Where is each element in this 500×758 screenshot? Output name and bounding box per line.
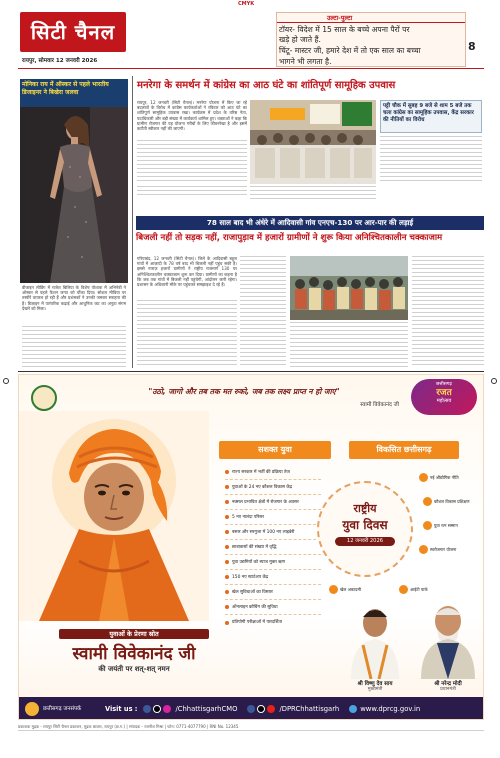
footer-handle-1[interactable]: /ChhattisgarhCMO — [175, 705, 238, 713]
point-item: 150 नए स्टार्टअप केंद्र — [225, 570, 321, 585]
imprint-lines — [18, 730, 484, 734]
ticker-line-2: खड़े हो जाते हैं. — [279, 35, 321, 44]
yuva-diwas-title-2: युवा दिवस — [342, 518, 388, 532]
pillar-icon — [329, 585, 338, 594]
cm-photo — [341, 601, 409, 679]
pm-title: प्रधानमंत्री — [440, 687, 456, 692]
inspiration-text: युवाओं के प्रेरणा स्रोत — [59, 629, 209, 639]
point-item: 5 नए नालंदा परिसर — [225, 510, 321, 525]
registration-mark-icon — [3, 378, 9, 384]
orbit-point: खेल अकादमी — [329, 585, 379, 594]
ticker-box — [276, 12, 466, 67]
imprint: प्रकाशक मुद्रक - रायपुर सिटी चैनल प्रकाशन, मुद्रक बाजार, रायपुर (छ.ग.) | संपादक - रजनीश मिश्रा | फोन: 0771-4077790 | RNI No. 12345 — [18, 724, 239, 729]
bullet-icon — [225, 575, 229, 579]
point-item: ऑनलाइन कोचिंग की सुविधा — [225, 600, 321, 615]
bullet-icon — [225, 621, 229, 625]
pm-photo — [413, 597, 483, 679]
bullet-icon — [225, 515, 229, 519]
chakkajam-photo — [290, 256, 408, 320]
viksit-cg-box — [349, 441, 459, 459]
lead-body-lines — [137, 140, 247, 184]
divider — [18, 371, 484, 372]
banner-text: 78 साल बाद भी अंधेरे में आदिवासी गांव एनएच-130 पर आर-पार की लड़ाई — [206, 218, 414, 227]
pillar-icon — [419, 473, 428, 482]
rajat-mahotsav-badge — [411, 379, 477, 415]
bullet-icon — [225, 500, 229, 504]
bullet-icon — [225, 560, 229, 564]
vivekananda-ad — [18, 374, 484, 720]
article2-col4-lines — [412, 256, 484, 368]
orbit-point: आईटी पार्क — [399, 585, 459, 594]
lead-body: रायपुर, 12 जनवरी (सिटी चैनल)। मनरेगा योजना में किए जा रहे बदलावों के विरोध में कांग्रेस कार्यकर्ताओं ने रविवार को आठ घंटे का शांतिपूर्ण सामूहिक उपवास रखा। कार्यक्रम में प्रदेश के वरिष्ठ नेता, पदाधिकारी और बड़ी संख्या में कार्यकर्ता शामिल हुए। वक्ताओं ने कहा कि ग्रामीण रोजगार की यह योजना गरीबों के लिए जीवनरेखा है और इसमें कटौती स्वीकार नहीं की जाएगी। — [137, 100, 247, 132]
youtube-icon[interactable] — [267, 705, 275, 713]
point-item: प्रतियोगी परीक्षाओं में पारदर्शिता — [225, 615, 321, 630]
photo-text-lines — [22, 326, 126, 368]
footer-handle-2[interactable]: /DPRChhattisgarh — [279, 705, 340, 713]
ticker-line-1: टॉयर- विदेश में 15 साल के बच्चे अपना पैरों पर — [279, 25, 410, 34]
cm-title: मुख्यमंत्री — [367, 687, 383, 692]
pillar-icon — [423, 497, 432, 506]
viksit-cg-label: विकसित छत्तीसगढ़ — [376, 445, 432, 454]
ad-quote-author: स्वामी विवेकानंद जी — [360, 402, 399, 408]
masthead-box — [20, 12, 126, 52]
points-list-left — [225, 465, 321, 630]
pillar-icon — [419, 545, 428, 554]
pillar-icon — [399, 585, 408, 594]
point-item: युवा उद्यमियों को ब्याज मुक्त ऋण — [225, 555, 321, 570]
instagram-icon[interactable] — [163, 705, 171, 713]
pillar-icon — [423, 521, 432, 530]
divider — [18, 68, 484, 69]
facebook-icon[interactable] — [247, 705, 255, 713]
registration-mark-icon — [491, 378, 497, 384]
globe-icon — [349, 705, 357, 713]
point-item: युवाओं के 24 नए कौशल विकास केंद्र — [225, 480, 321, 495]
article2-body: गरियाबंद, 12 जनवरी (सिटी चैनल)। जिले के आदिवासी बहुल गांवों में आज़ादी के 78 वर्ष बाद भी बिजली नहीं पहुंच सकी है। इससे नाराज़ हजारों ग्रामीणों ने राष्ट्रीय राजमार्ग 130 पर अनिश्चितकालीन चक्काजाम शुरू कर दिया। ग्रामीणों का कहना है कि जब तक गांवों में बिजली नहीं पहुंचेगी, आंदोलन जारी रहेगा। प्रशासन के अधिकारी मौके पर पहुंचकर समझाइश दे रहे हैं। — [137, 256, 237, 288]
article2-col2-lines — [240, 256, 286, 368]
footer-gov: छत्तीसगढ़ जनसंपर्क — [43, 706, 82, 712]
bullet-icon — [225, 545, 229, 549]
article2-headline: बिजली नहीं तो सड़क नहीं, राजापुड़ाव में हजारों ग्रामीणों ने शुरू किया अनिश्चितकालीन चक्काजाम — [136, 233, 443, 243]
cmyk-mark: CMYK — [238, 1, 255, 7]
protest-photo — [250, 100, 376, 184]
ad-quote: "उठो, जागो और तब तक मत रुको, जब तक लक्ष्य प्राप्त न हो जाए" — [148, 387, 340, 396]
orbit-point: स्वरोजगार योजना — [419, 545, 479, 554]
badge-line-2: रजत — [436, 388, 452, 398]
lead-sidebar-headline: पट्टी चौक में सुबह 9 बजे से शाम 5 बजे तक चला कांग्रेस का सामूहिक उपवास, केंद्र सरकार की नीतियों का विरोध — [383, 103, 474, 123]
point-item: राज्य सरकार में भर्ती की प्रक्रिया तेज — [225, 465, 321, 480]
cg-jansampark-logo-icon — [25, 702, 39, 716]
badge-line-1: छत्तीसगढ़ — [436, 382, 452, 387]
facebook-icon[interactable] — [143, 705, 151, 713]
yuva-diwas-date: 12 जनवरी 2026 — [335, 537, 395, 546]
jayanti-text: की जयंती पर शत्-शत् नमन — [98, 665, 170, 673]
ad-footer — [19, 697, 484, 720]
masthead-title: सिटी चैनल — [30, 20, 116, 44]
sashakt-yuva-label: सशक्त युवा — [258, 445, 292, 454]
x-icon[interactable] — [257, 705, 265, 713]
article2-photo-caption-lines — [290, 322, 408, 368]
cg-emblem-icon — [31, 385, 57, 411]
cm-name: श्री विष्णु देव साय — [357, 681, 393, 687]
ticker-line-3: चिंटू- मास्टर जी, हमारे देश में तो एक साल का बच्चा — [279, 46, 421, 55]
point-item: छात्रावासों की संख्या में वृद्धि — [225, 540, 321, 555]
point-item: बस्तर और सरगुजा में 100 नए लाइब्रेरी — [225, 525, 321, 540]
bullet-icon — [225, 530, 229, 534]
lead-more-lines — [137, 186, 247, 198]
orbit-point: युवा रत्न सम्मान — [423, 521, 479, 530]
ticker-label: उल्टा-पुल्टा — [327, 14, 353, 22]
news-banner — [136, 216, 484, 230]
badge-line-3: महोत्सव — [436, 398, 452, 404]
divider — [132, 76, 133, 368]
bullet-icon — [225, 605, 229, 609]
x-icon[interactable] — [153, 705, 161, 713]
bullet-icon — [225, 590, 229, 594]
orbit-point: नई औद्योगिक नीति — [419, 473, 479, 482]
lead-caption-lines — [250, 186, 376, 200]
lead-sidebar-box — [380, 100, 482, 133]
actress-photo — [20, 107, 128, 283]
bullet-icon — [225, 485, 229, 489]
footer-website[interactable]: www.dprcg.gov.in — [360, 705, 421, 713]
bullet-icon — [225, 470, 229, 474]
vivekananda-name: स्वामी विवेकानंद जी — [72, 644, 196, 664]
photo-caption: मोनिका राय में ऑस्कर से पहले भारतीय डिजाइनर ने बिखेरा जलवा — [22, 81, 109, 96]
masthead-dateline: रायपुर, सोमवार 12 जनवरी 2026 — [22, 58, 98, 64]
yuva-diwas-title-1: राष्ट्रीय — [353, 502, 377, 515]
photo-text: डीजाइन लीडिंग में राजेश बिलिया के विशेष पोशाक में अभिनेत्री ने ऑस्कर से पहले फैशन जगत को चौंका दिया। सोशल मीडिया पर तस्वीरें वायरल हो रही हैं और प्रशंसकों ने उनकी जमकर सराहना की है। डिज़ाइन में पारंपरिक कढ़ाई और आधुनिक कट का अनूठा संगम देखने को मिला। — [22, 285, 126, 311]
footer-visit: Visit us : — [105, 705, 138, 713]
pm-name: श्री नरेन्द्र मोदी — [434, 681, 462, 687]
ticker-line-4: भागने भी लगता है. — [279, 57, 332, 66]
lead-headline: मनरेगा के समर्थन में कांग्रेस का आठ घंटे का शांतिपूर्ण सामूहिक उपवास — [137, 80, 396, 91]
photo-caption-box — [20, 79, 128, 107]
lead-sidebar-lines — [380, 136, 482, 184]
vivekananda-portrait — [19, 411, 209, 621]
page-number: 8 — [468, 40, 476, 53]
point-item: नक्सल प्रभावित क्षेत्रों में रोजगार के अवसर — [225, 495, 321, 510]
sashakt-yuva-box — [219, 441, 331, 459]
orbit-point: कौशल विकास प्रशिक्षण — [423, 497, 479, 506]
article2-body-lines — [137, 300, 237, 368]
point-item: खेल सुविधाओं का विस्तार — [225, 585, 321, 600]
